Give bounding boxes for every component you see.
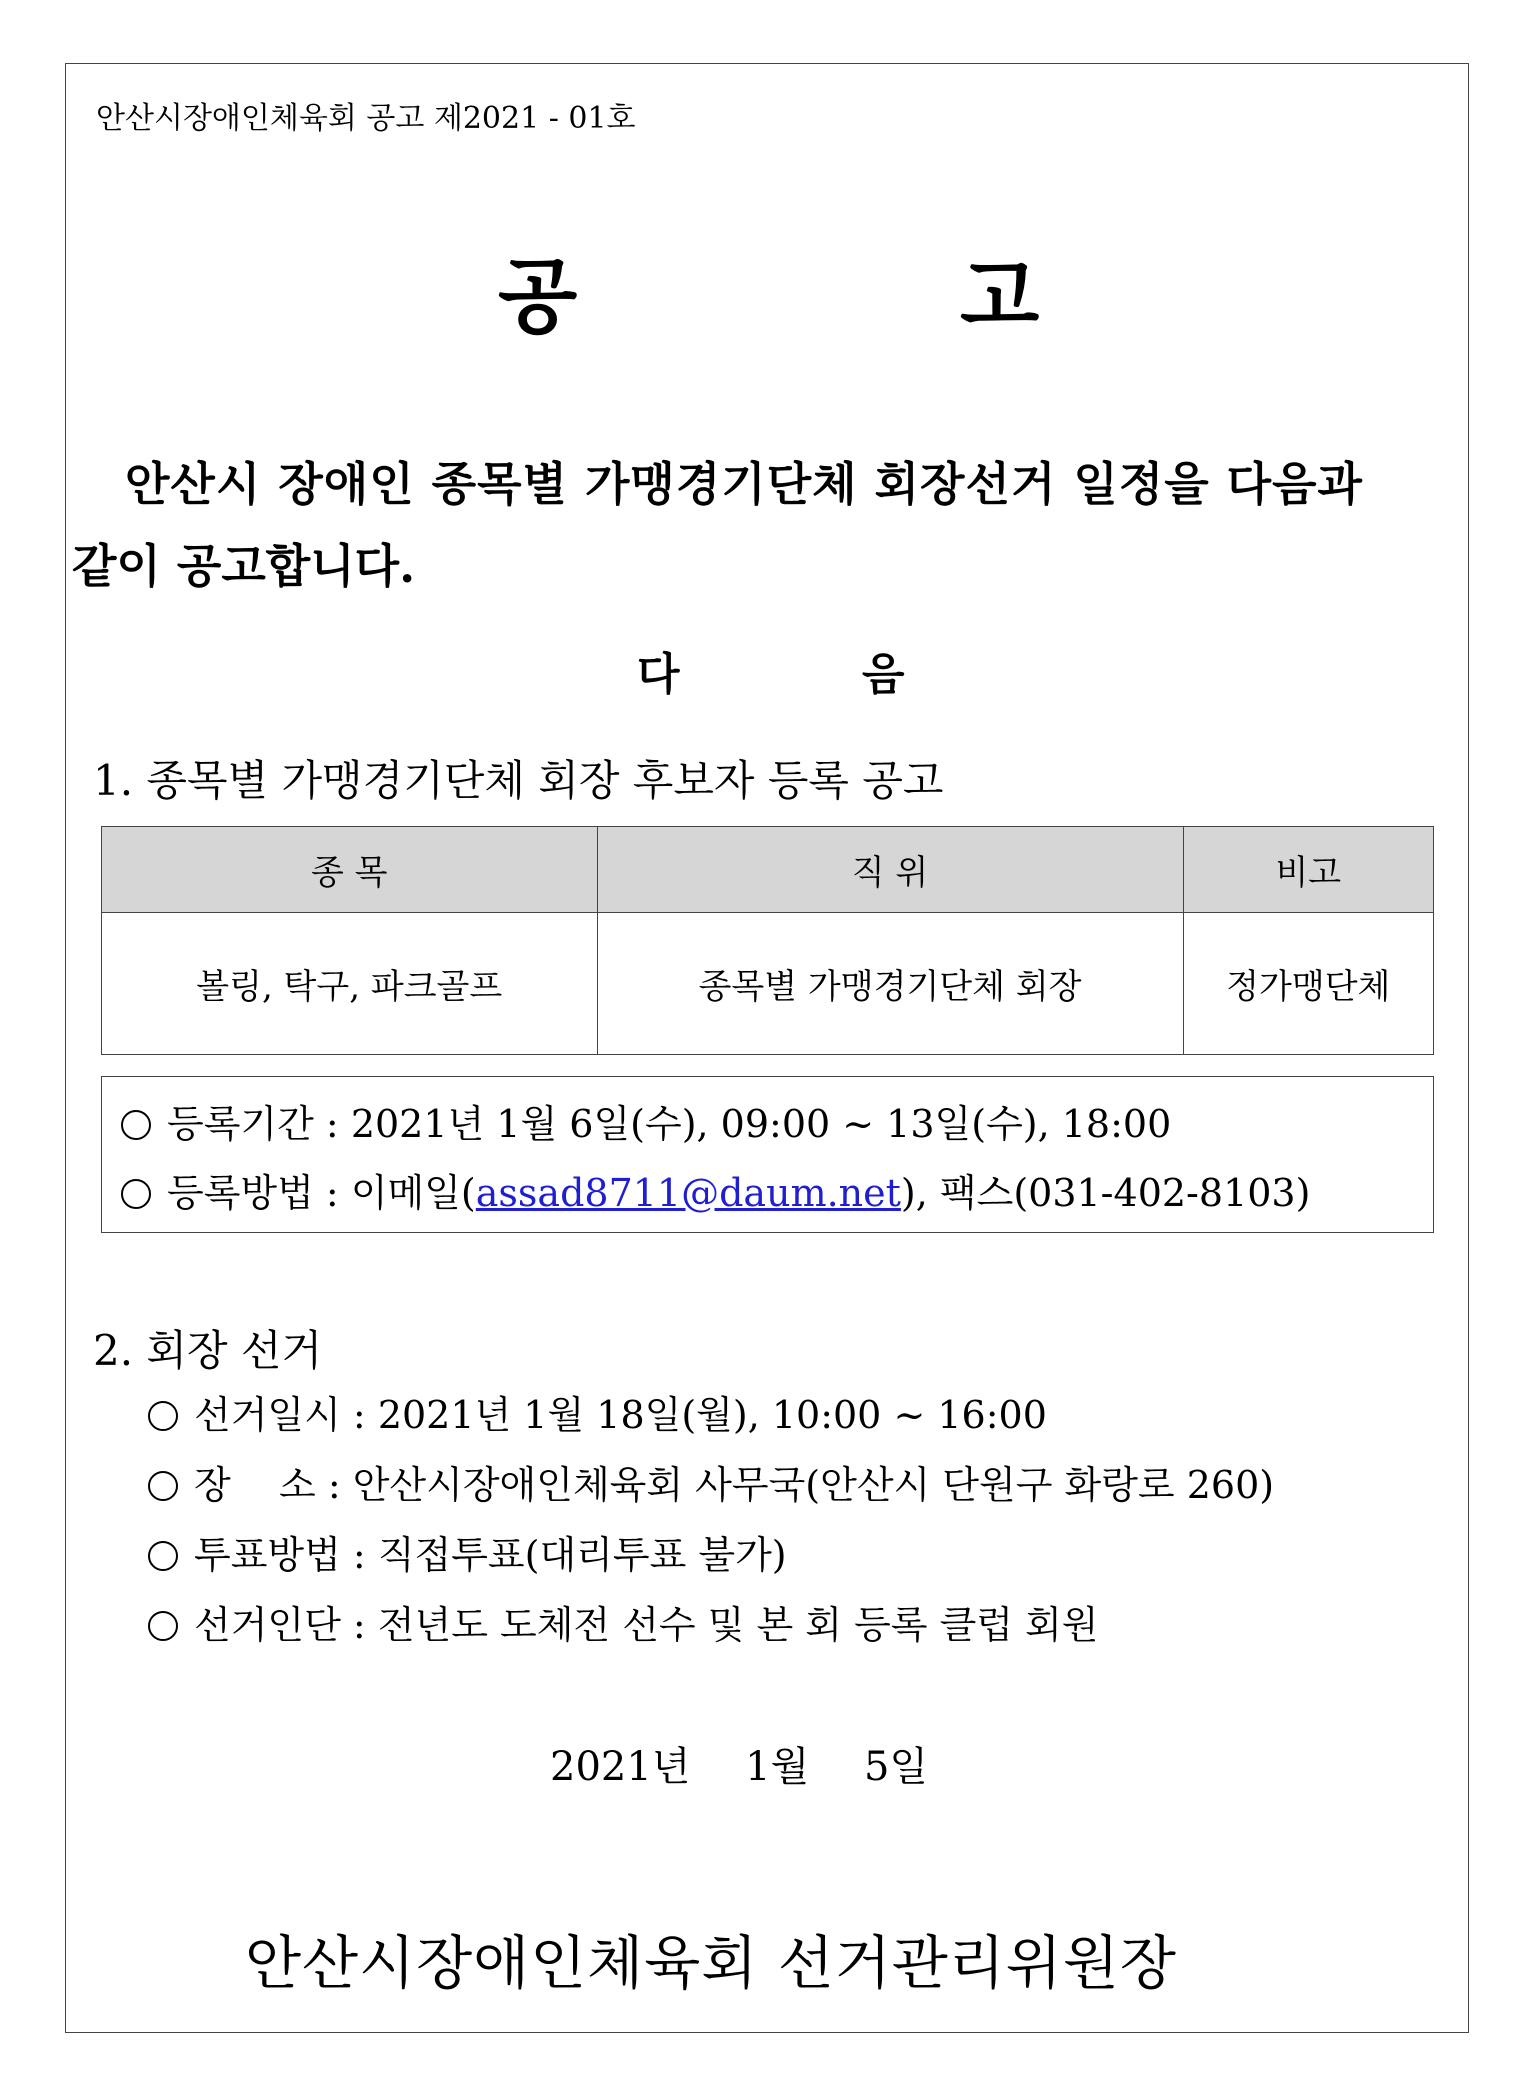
section-2-title: 2. 회장 선거 [93, 1326, 323, 1375]
table-cell-position: 종목별 가맹경기단체 회장 [597, 913, 1183, 1055]
table-row [102, 913, 1434, 1055]
section-1-title: 1. 종목별 가맹경기단체 회장 후보자 등록 공고 [93, 756, 944, 805]
table-cell-sport: 볼링, 탁구, 파크골프 [102, 913, 598, 1055]
election-item-value: 안산시장애인체육회 사무국(안산시 단원구 화랑로 260) [352, 1463, 1275, 1507]
election-item-label: 선거인단 [194, 1603, 341, 1647]
announcement-date: 2021년 1월 5일 [550, 1744, 929, 1790]
registration-method-prefix: 이메일( [350, 1171, 476, 1215]
circle-bullet-icon [148, 1541, 178, 1571]
da-eum-char-1: 다 [637, 649, 680, 700]
title-char-1: 공 [498, 249, 578, 345]
candidate-table [101, 826, 1434, 1055]
registration-period: 등록기간 : 2021년 1월 6일(수), 09:00 ~ 13일(수), 18:00 [121, 1093, 1171, 1148]
signature-line: 안산시장애인체육회 선거관리위원장 [245, 1929, 1177, 1997]
intro-line-2: 같이 공고합니다. [72, 539, 416, 593]
title-char-2: 고 [960, 249, 1040, 345]
registration-method-suffix: ), 팩스(031-402-8103) [900, 1171, 1311, 1215]
table-header-note: 비고 [1183, 827, 1433, 913]
election-item: 선거인단 : 전년도 도체전 선수 및 본 회 등록 클럽 회원 [148, 1594, 1098, 1649]
table-cell-note: 정가맹단체 [1183, 913, 1433, 1055]
election-item: 선거일시 : 2021년 1월 18일(월), 10:00 ~ 16:00 [148, 1384, 1047, 1439]
table-header-sport: 종 목 [102, 827, 598, 913]
election-item-value: 2021년 1월 18일(월), 10:00 ~ 16:00 [377, 1393, 1047, 1437]
notice-number: 안산시장애인체육회 공고 제2021 - 01호 [96, 101, 636, 136]
circle-bullet-icon [148, 1401, 178, 1431]
circle-bullet-icon [148, 1471, 178, 1501]
election-item: 투표방법 : 직접투표(대리투표 불가) [148, 1524, 787, 1579]
election-item-label: 선거일시 [194, 1393, 341, 1437]
circle-bullet-icon [121, 1110, 151, 1140]
email-link[interactable]: assad8711@daum.net [475, 1171, 901, 1215]
election-item-label: 장 소 [194, 1463, 316, 1507]
election-item-value: 직접투표(대리투표 불가) [377, 1533, 787, 1577]
intro-line-1: 안산시 장애인 종목별 가맹경기단체 회장선거 일정을 다음과 [125, 457, 1363, 511]
circle-bullet-icon [121, 1179, 151, 1209]
registration-method-label: 등록방법 [167, 1171, 314, 1215]
election-item: 장 소 : 안산시장애인체육회 사무국(안산시 단원구 화랑로 260) [148, 1454, 1274, 1509]
registration-method: 등록방법 : 이메일(assad8711@daum.net), 팩스(031-402-8103) [121, 1162, 1310, 1217]
table-header-position: 직 위 [597, 827, 1183, 913]
registration-period-label: 등록기간 [167, 1102, 314, 1146]
da-eum-char-2: 음 [862, 649, 905, 700]
election-item-label: 투표방법 [194, 1533, 341, 1577]
circle-bullet-icon [148, 1611, 178, 1641]
election-item-value: 전년도 도체전 선수 및 본 회 등록 클럽 회원 [377, 1603, 1099, 1647]
registration-period-value: 2021년 1월 6일(수), 09:00 ~ 13일(수), 18:00 [350, 1102, 1172, 1146]
